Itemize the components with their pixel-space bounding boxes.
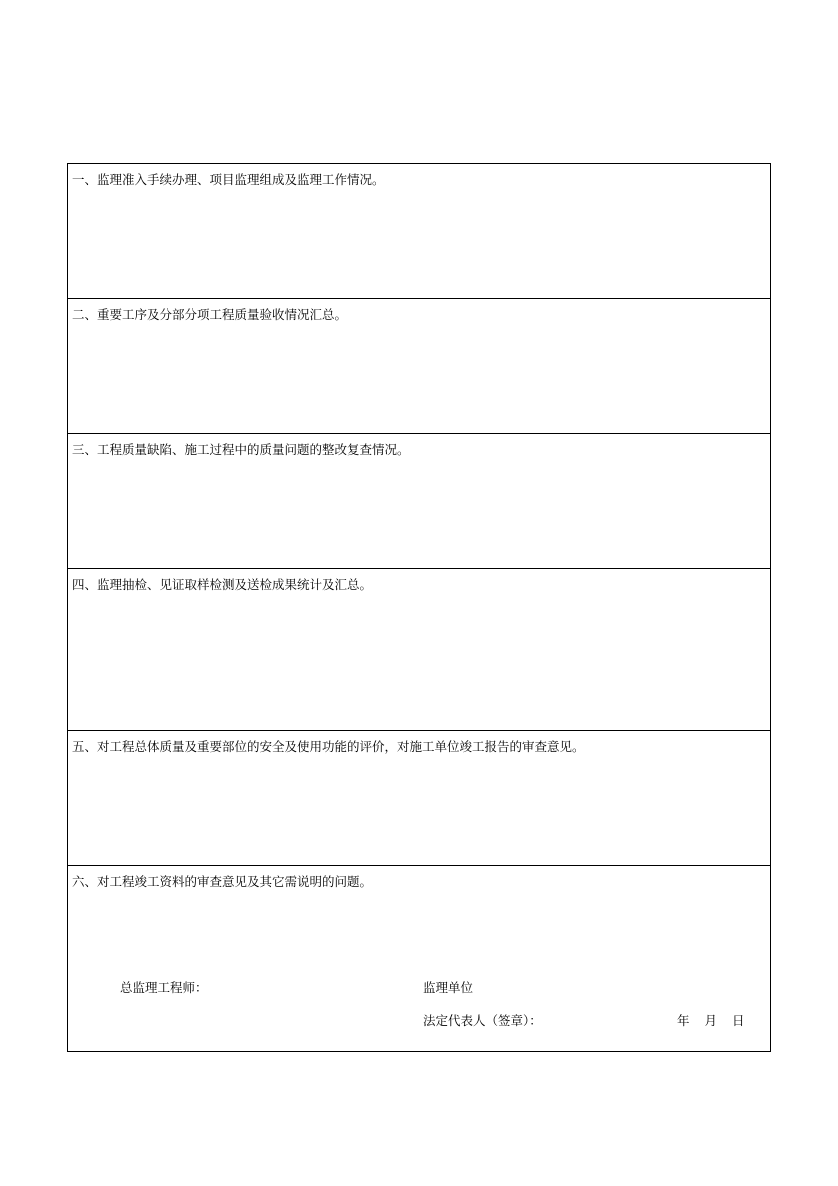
year-label: 年 (677, 1013, 690, 1028)
month-label: 月 (704, 1013, 718, 1028)
section-4 (68, 569, 770, 731)
section-2-heading: 二、重要工序及分部分项工程质量验收情况汇总。 (72, 307, 348, 322)
section-1 (68, 164, 770, 299)
day-label: 日 (732, 1013, 745, 1028)
section-3 (68, 434, 770, 569)
legal-representative-label: 法定代表人（签章）： (423, 1013, 542, 1028)
section-6 (68, 866, 770, 1051)
section-4-heading: 四、监理抽检、见证取样检测及送检成果统计及汇总。 (72, 577, 373, 592)
section-5-heading: 五、对工程总体质量及重要部位的安全及使用功能的评价，对施工单位竣工报告的审查意见。 (72, 739, 585, 754)
section-1-heading: 一、监理准入手续办理、项目监理组成及监理工作情况。 (72, 172, 385, 187)
chief-engineer-label: 总监理工程师： (120, 980, 208, 995)
section-6-heading: 六、对工程竣工资料的审查意见及其它需说明的问题。 (72, 874, 373, 889)
section-2 (68, 299, 770, 434)
date-line (677, 1013, 745, 1029)
supervision-unit-label: 监理单位 (423, 980, 474, 995)
completion-report-form (67, 163, 771, 1052)
section-5 (68, 731, 770, 866)
section-3-heading: 三、工程质量缺陷、施工过程中的质量问题的整改复查情况。 (72, 442, 410, 457)
